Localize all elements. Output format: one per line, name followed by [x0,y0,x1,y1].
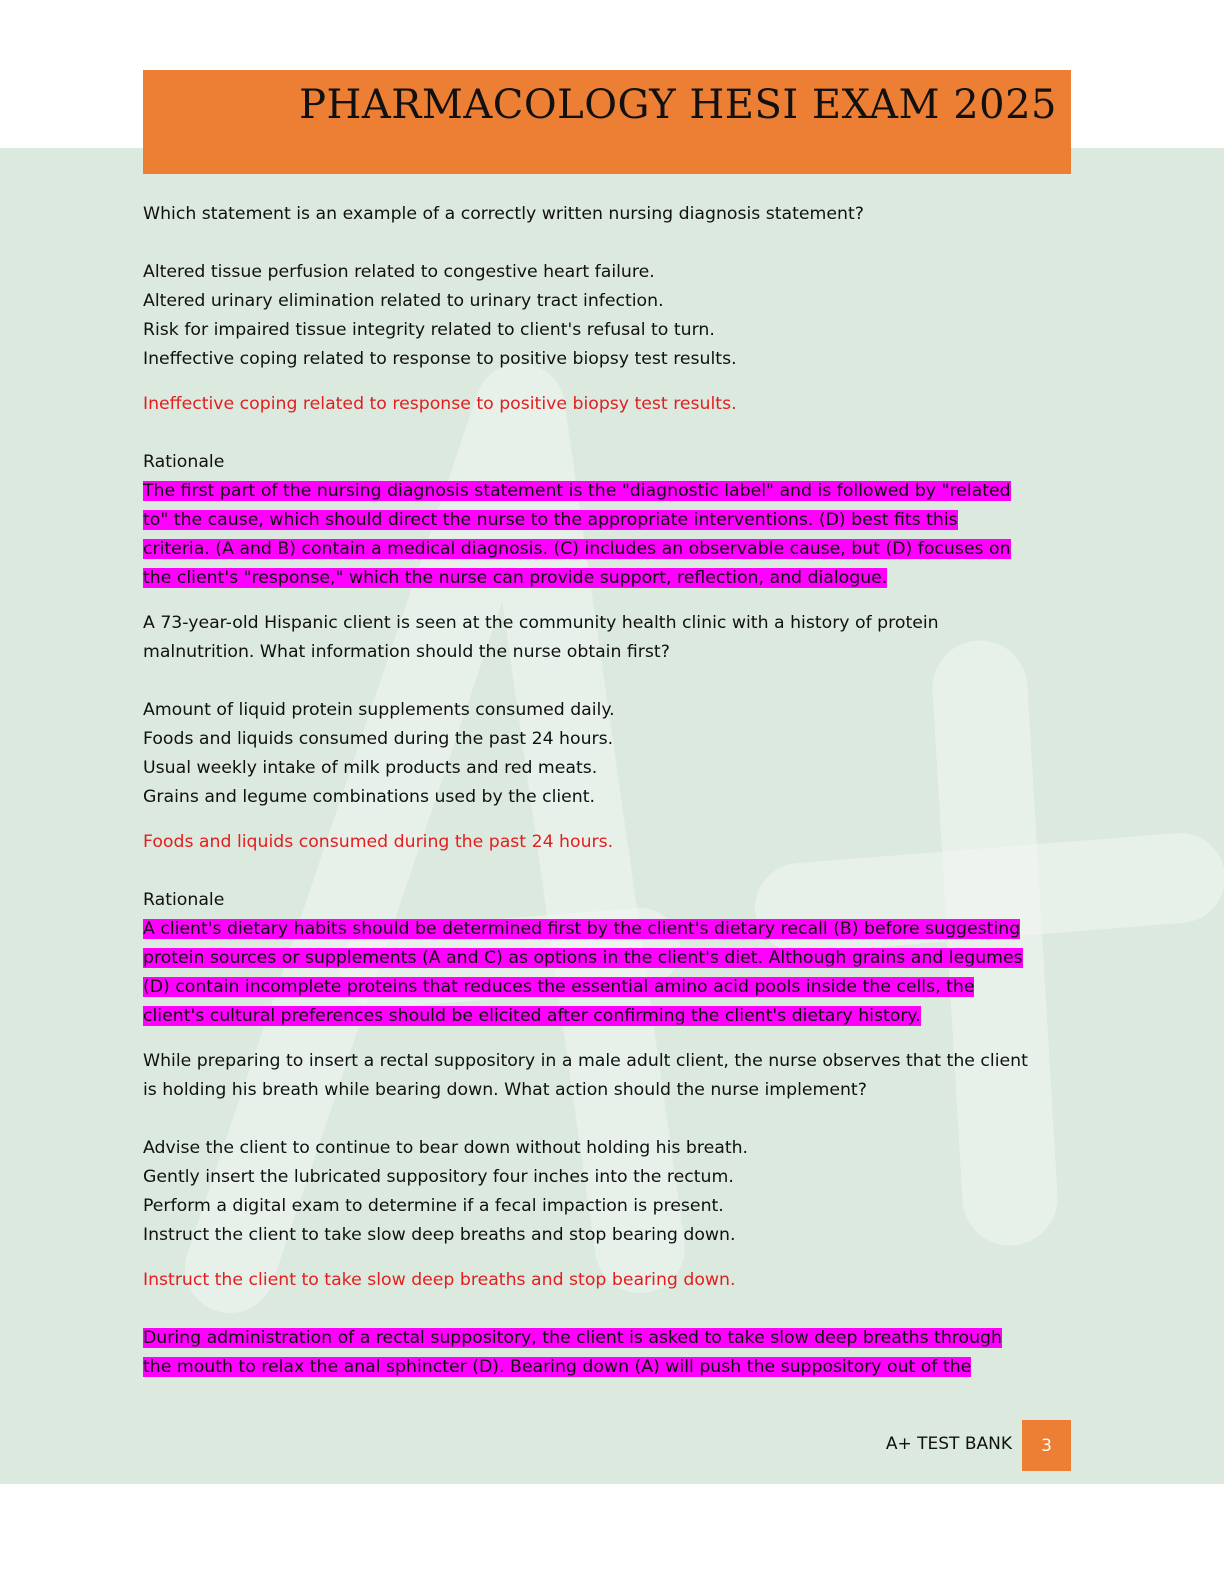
question-2-answer: Foods and liquids consumed during the past 24 hours. [143,832,614,852]
question-1-rationale-label: Rationale [143,452,225,472]
question-2-option-c: Usual weekly intake of milk products and red meats. [143,758,598,778]
question-1-rationale-line: The first part of the nursing diagnosis statement is the "diagnostic label" and is followed by "related [143,481,1011,501]
question-1-rationale-line: to" the cause, which should direct the nurse to the appropriate interventions. (D) best fits this [143,510,958,530]
question-3-option-a: Advise the client to continue to bear down without holding his breath. [143,1138,749,1158]
page-number-text: 3 [1041,1435,1052,1456]
question-2-rationale-label: Rationale [143,890,225,910]
question-1-answer: Ineffective coping related to response to positive biopsy test results. [143,394,737,414]
question-3-option-d: Instruct the client to take slow deep breaths and stop bearing down. [143,1225,736,1245]
page-title: PHARMACOLOGY HESI EXAM 2025 [299,82,1057,128]
question-2-rationale-line: A client's dietary habits should be determined first by the client's dietary recall (B) before suggesting [143,919,1021,939]
question-2-option-d: Grains and legume combinations used by the client. [143,787,596,807]
footer-label: A+ TEST BANK [885,1434,1012,1454]
page-number [1022,1420,1071,1471]
question-3-answer: Instruct the client to take slow deep breaths and stop bearing down. [143,1270,736,1290]
question-2-rationale-line: client's cultural preferences should be elicited after confirming the client's dietary history. [143,1006,921,1026]
question-1-option-d: Ineffective coping related to response to positive biopsy test results. [143,349,737,369]
question-2-option-a: Amount of liquid protein supplements consumed daily. [143,700,615,720]
question-1-option-a: Altered tissue perfusion related to congestive heart failure. [143,262,655,282]
header-banner [143,70,1071,174]
question-2-rationale-line: (D) contain incomplete proteins that reduces the essential amino acid pools inside the cells, the [143,977,975,997]
question-3-text-line: While preparing to insert a rectal suppository in a male adult client, the nurse observes that the client [143,1051,1028,1071]
question-1-option-b: Altered urinary elimination related to urinary tract infection. [143,291,664,311]
question-3-text-line: is holding his breath while bearing down. What action should the nurse implement? [143,1080,867,1100]
question-3-option-c: Perform a digital exam to determine if a fecal impaction is present. [143,1196,724,1216]
question-2-rationale-line: protein sources or supplements (A and C) as options in the client's diet. Although grains and legumes [143,948,1023,968]
question-1-text: Which statement is an example of a correctly written nursing diagnosis statement? [143,204,864,224]
question-1-rationale-line: the client's "response," which the nurse can provide support, reflection, and dialogue. [143,568,888,588]
question-3-option-b: Gently insert the lubricated suppository four inches into the rectum. [143,1167,734,1187]
question-2-text-line: malnutrition. What information should the nurse obtain first? [143,642,670,662]
question-2-option-b: Foods and liquids consumed during the past 24 hours. [143,729,614,749]
question-3-rationale-line: During administration of a rectal suppository, the client is asked to take slow deep breaths through [143,1328,1002,1348]
question-1-rationale-line: criteria. (A and B) contain a medical diagnosis. (C) includes an observable cause, but (D) focuses on [143,539,1011,559]
document-body [143,200,1078,1382]
question-2-text-line: A 73-year-old Hispanic client is seen at the community health clinic with a history of protein [143,613,939,633]
question-1-option-c: Risk for impaired tissue integrity related to client's refusal to turn. [143,320,715,340]
question-3-rationale-line: the mouth to relax the anal sphincter (D). Bearing down (A) will push the suppository out of the [143,1357,972,1377]
